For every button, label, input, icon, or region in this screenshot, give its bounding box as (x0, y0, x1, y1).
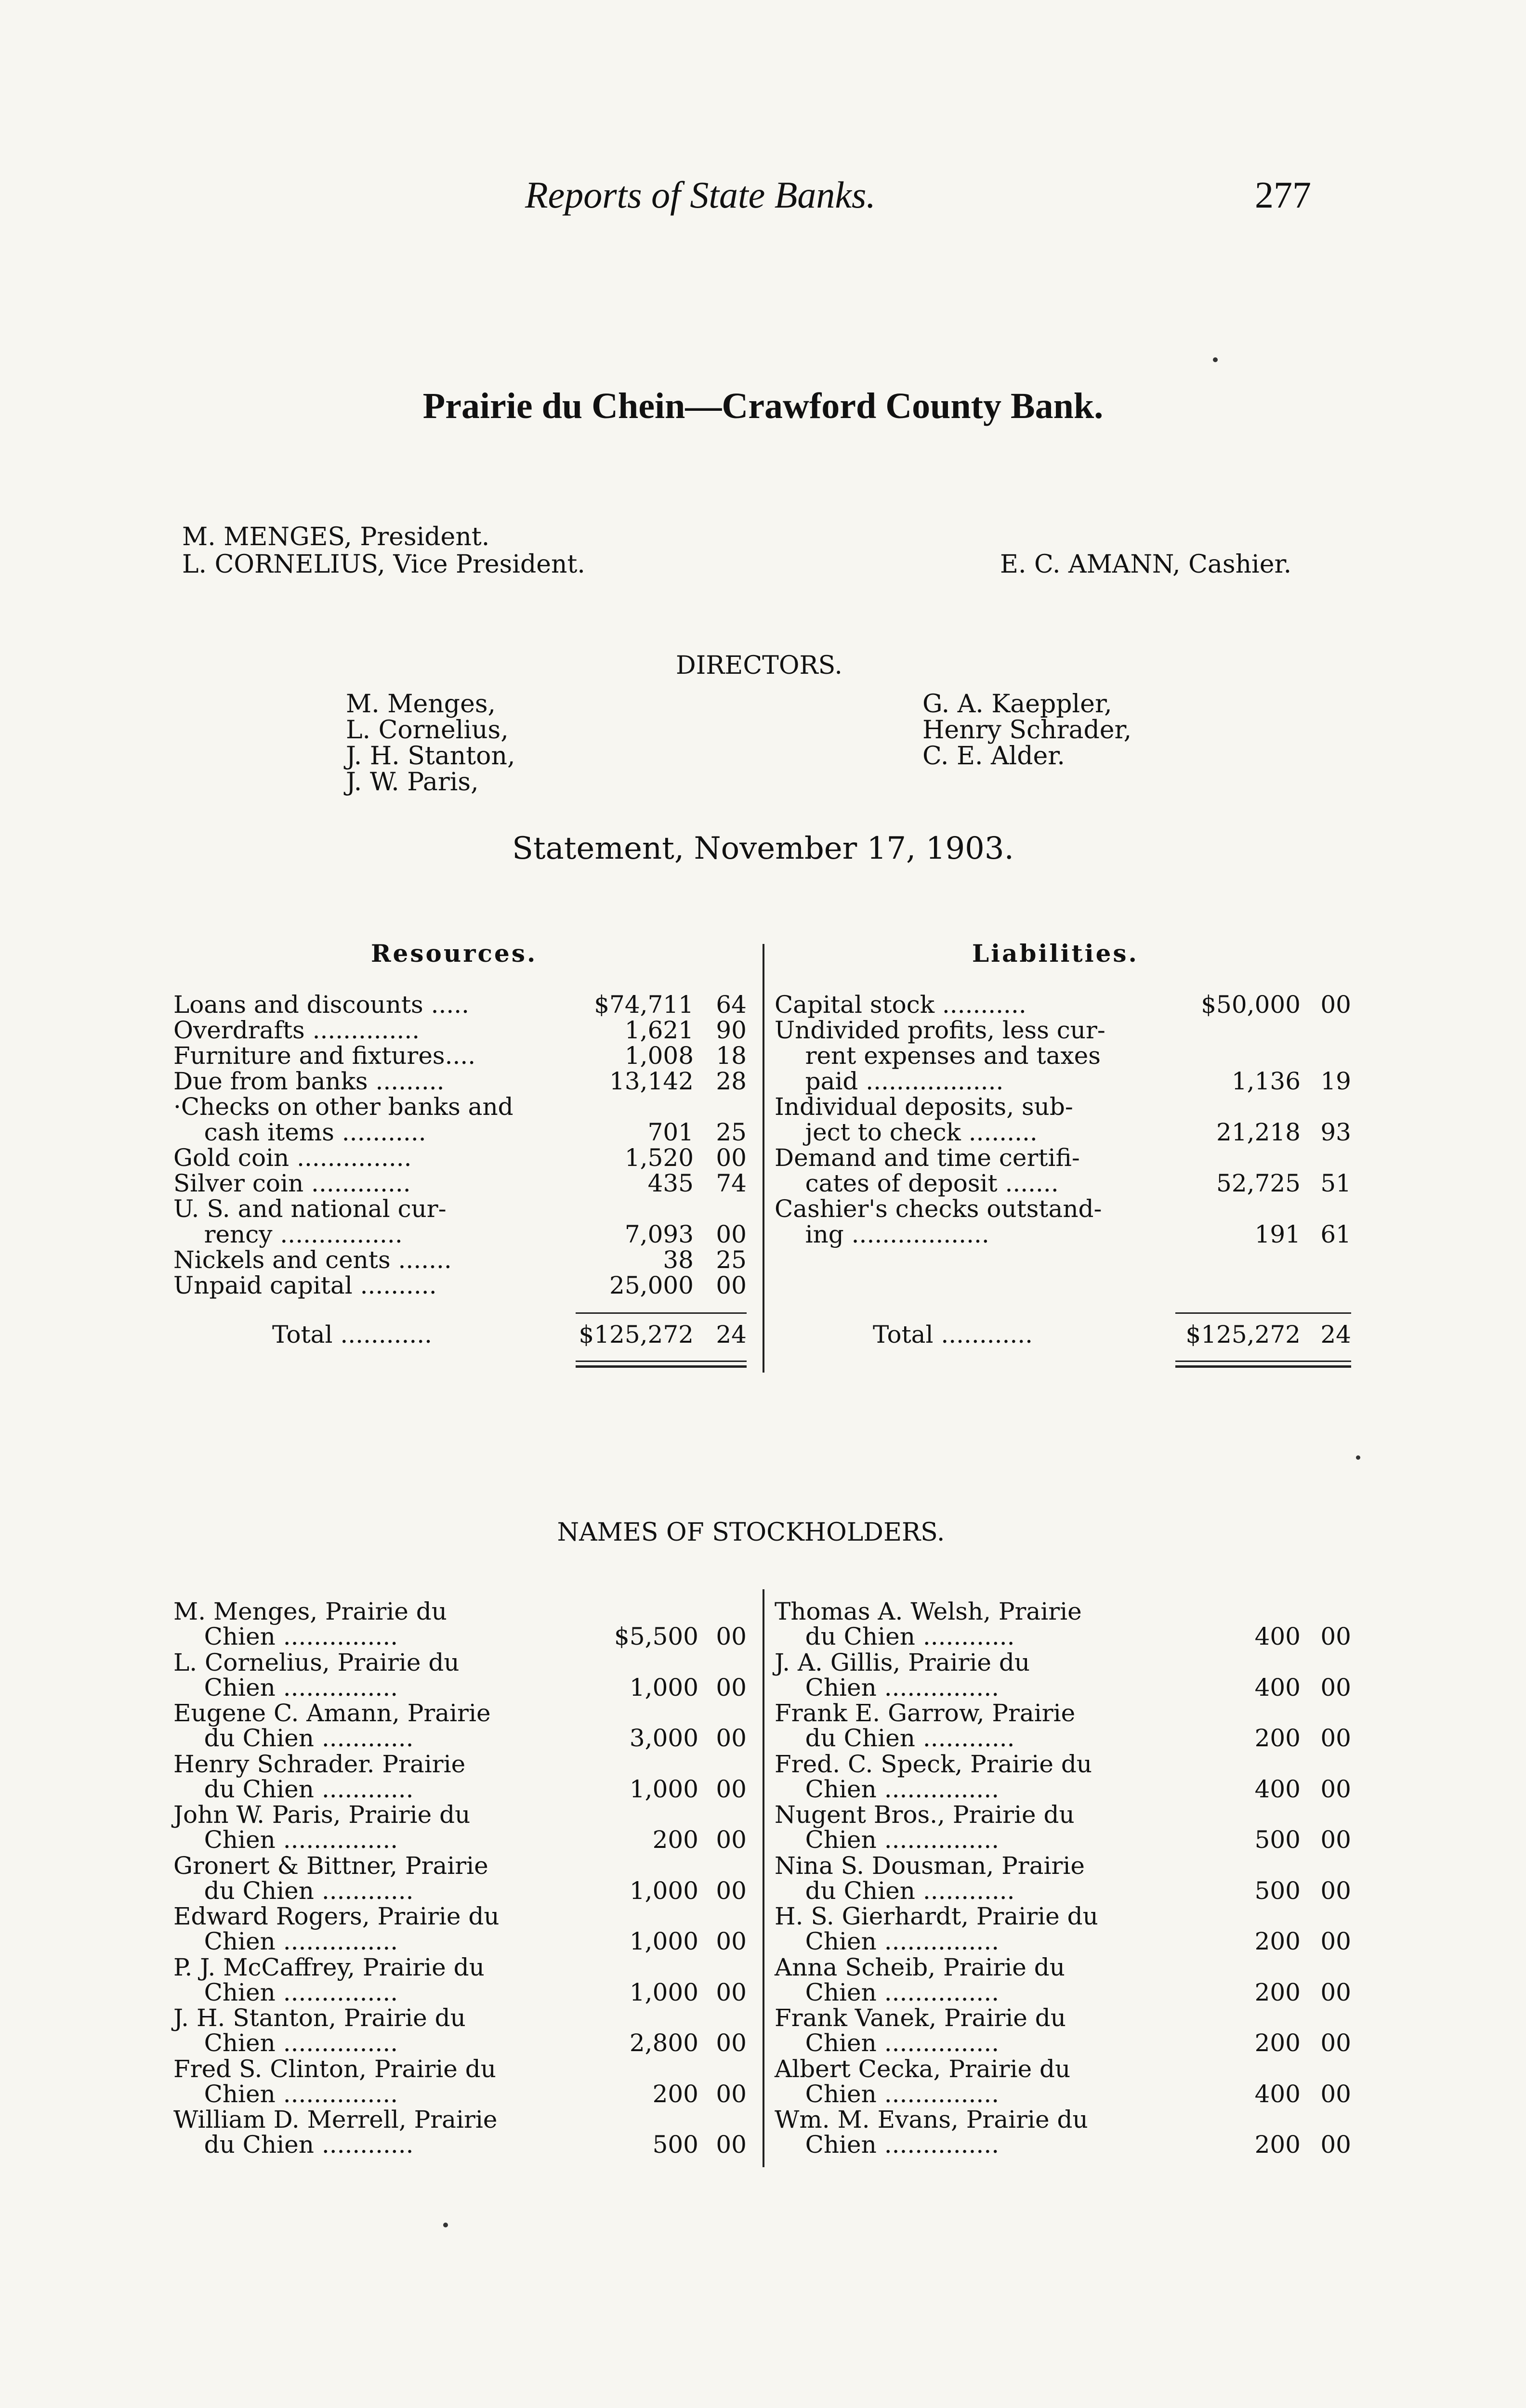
stockholder-cents: 00 (1320, 1674, 1351, 1701)
stockholder-dollars: $5,500 (614, 1623, 698, 1650)
stockholder-cents: 00 (716, 2080, 747, 2108)
resources-line-dollars: 13,142 (609, 1067, 694, 1095)
stockholder-cents: 00 (1320, 2029, 1351, 2057)
resources-line-label: U. S. and national cur- (173, 1195, 447, 1223)
resources-line-dollars: 38 (663, 1246, 694, 1274)
stockholder-town: du Chien ............ (775, 1877, 1015, 1905)
liabilities-line-label: Capital stock ........... (775, 991, 1026, 1019)
resources-double-rule-2 (576, 1365, 747, 1368)
stockholder-town: du Chien ............ (173, 1775, 414, 1803)
stockholder-name: Albert Cecka, Prairie du (775, 2055, 1071, 2083)
directors-right-list (922, 691, 1131, 769)
stockholder-town: du Chien ............ (775, 1724, 1015, 1752)
stockholder-name: Fred. C. Speck, Prairie du (775, 1750, 1092, 1778)
liabilities-line-label: cates of deposit ....... (775, 1169, 1059, 1197)
stockholder-name: Eugene C. Amann, Prairie (173, 1699, 491, 1727)
stockholder-dollars: 400 (1254, 2080, 1301, 2108)
liabilities-line-cents: 00 (1320, 991, 1351, 1019)
liabilities-double-rule-2 (1175, 1365, 1351, 1368)
resources-line-dollars: 1,621 (624, 1016, 694, 1044)
liabilities-total-rule (1175, 1312, 1351, 1314)
stockholder-name: Edward Rogers, Prairie du (173, 1902, 500, 1930)
stockholder-cents: 00 (1320, 2080, 1351, 2108)
director-name: Henry Schrader, (922, 716, 1132, 745)
stockholder-cents: 00 (1320, 2131, 1351, 2159)
liabilities-line-dollars: 1,136 (1231, 1067, 1301, 1095)
liabilities-line-dollars: 21,218 (1216, 1118, 1301, 1146)
stockholder-dollars: 200 (652, 2080, 698, 2108)
stockholder-cents: 00 (716, 1623, 747, 1650)
liabilities-line-dollars: $50,000 (1201, 991, 1301, 1019)
bank-title: Prairie du Chein—Crawford County Bank. (422, 386, 1104, 426)
statement-column-divider (763, 944, 764, 1373)
stockholder-dollars: 2,800 (629, 2029, 698, 2057)
stockholder-town: Chien ............... (775, 1674, 1000, 1701)
liabilities-line-cents: 51 (1320, 1169, 1351, 1197)
resources-line-dollars: 25,000 (609, 1271, 694, 1299)
stockholder-cents: 00 (1320, 1927, 1351, 1955)
resources-line-cents: 00 (716, 1271, 747, 1299)
stockholders-column-divider (763, 1589, 764, 2167)
stockholder-name: Thomas A. Welsh, Prairie (775, 1597, 1082, 1625)
stockholder-cents: 00 (716, 2131, 747, 2159)
stockholder-town: Chien ............... (173, 1978, 398, 2006)
stockholder-name: Frank E. Garrow, Prairie (775, 1699, 1076, 1727)
liabilities-double-rule-1 (1175, 1361, 1351, 1362)
stockholder-town: Chien ............... (173, 1826, 398, 1854)
stockholder-cents: 00 (1320, 1877, 1351, 1905)
stockholder-dollars: 500 (1254, 1826, 1301, 1854)
resources-line-dollars: 1,520 (624, 1144, 694, 1172)
director-name: J. H. Stanton, (346, 742, 515, 771)
stockholder-cents: 00 (716, 1927, 747, 1955)
running-title: Reports of State Banks. (525, 174, 876, 216)
stockholder-name: John W. Paris, Prairie du (173, 1801, 471, 1829)
stockholder-town: Chien ............... (775, 1775, 1000, 1803)
stockholder-town: du Chien ............ (775, 1623, 1015, 1650)
stockholder-name: Nugent Bros., Prairie du (775, 1801, 1075, 1829)
stockholder-name: J. A. Gillis, Prairie du (775, 1649, 1030, 1676)
liabilities-heading: Liabilities. (972, 939, 1139, 968)
liabilities-line-cents: 61 (1320, 1220, 1351, 1248)
resources-line-cents: 18 (716, 1042, 747, 1070)
stockholder-dollars: 200 (652, 1826, 698, 1854)
liabilities-line-label: ing .................. (775, 1220, 989, 1248)
liabilities-total-dollars: $125,272 (1185, 1321, 1301, 1348)
stockholder-dollars: 1,000 (629, 1877, 698, 1905)
stockholder-cents: 00 (716, 1978, 747, 2006)
stockholder-cents: 00 (716, 1877, 747, 1905)
stockholder-cents: 00 (1320, 1775, 1351, 1803)
resources-line-label: Loans and discounts ..... (173, 991, 470, 1019)
stockholder-name: Frank Vanek, Prairie du (775, 2004, 1066, 2032)
statement-title: Statement, November 17, 1903. (512, 831, 1014, 866)
liabilities-total-cents: 24 (1320, 1321, 1351, 1348)
stockholder-dollars: 400 (1254, 1775, 1301, 1803)
stockholder-town: Chien ............... (173, 2029, 398, 2057)
stockholder-name: H. S. Gierhardt, Prairie du (775, 1902, 1098, 1930)
stockholder-cents: 00 (1320, 1623, 1351, 1650)
liabilities-line-label: ject to check ......... (775, 1118, 1038, 1146)
stockholder-dollars: 3,000 (629, 1724, 698, 1752)
stockholder-name: Nina S. Dousman, Prairie (775, 1852, 1085, 1880)
stockholder-dollars: 200 (1254, 1927, 1301, 1955)
stockholder-town: Chien ............... (775, 1927, 1000, 1955)
director-name: M. Menges, (346, 690, 496, 719)
page-number: 277 (1255, 174, 1311, 216)
stockholder-dollars: 500 (652, 2131, 698, 2159)
stockholder-town: du Chien ............ (173, 1877, 414, 1905)
stockholder-name: Anna Scheib, Prairie du (775, 1953, 1065, 1981)
resources-total-cents: 24 (716, 1321, 747, 1348)
resources-line-label: Due from banks ......... (173, 1067, 445, 1095)
print-speck (1356, 1455, 1360, 1460)
stockholder-town: Chien ............... (173, 2080, 398, 2108)
resources-line-label: Furniture and fixtures.... (173, 1042, 476, 1070)
resources-total-rule (576, 1312, 747, 1314)
resources-line-dollars: 7,093 (624, 1220, 694, 1248)
stockholder-dollars: 400 (1254, 1674, 1301, 1701)
stockholder-cents: 00 (716, 1674, 747, 1701)
director-name: J. W. Paris, (346, 768, 479, 797)
stockholder-town: Chien ............... (775, 2029, 1000, 2057)
resources-line-dollars: 1,008 (624, 1042, 694, 1070)
stockholder-cents: 00 (1320, 1724, 1351, 1752)
resources-line-cents: 64 (716, 991, 747, 1019)
resources-line-cents: 28 (716, 1067, 747, 1095)
resources-line-label: Gold coin ............... (173, 1144, 412, 1172)
stockholder-dollars: 1,000 (629, 1674, 698, 1701)
director-name: L. Cornelius, (346, 716, 509, 745)
liabilities-line-label: Cashier's checks outstand- (775, 1195, 1102, 1223)
resources-line-cents: 74 (716, 1169, 747, 1197)
stockholder-cents: 00 (716, 2029, 747, 2057)
stockholder-name: Henry Schrader. Prairie (173, 1750, 466, 1778)
director-name: C. E. Alder. (922, 742, 1065, 771)
stockholder-town: du Chien ............ (173, 1724, 414, 1752)
resources-line-label: ·Checks on other banks and (173, 1093, 513, 1121)
liabilities-line-cents: 19 (1320, 1067, 1351, 1095)
resources-line-label: Nickels and cents ....... (173, 1246, 452, 1274)
stockholder-dollars: 200 (1254, 2029, 1301, 2057)
director-name: G. A. Kaeppler, (922, 690, 1112, 719)
stockholder-cents: 00 (716, 1724, 747, 1752)
liabilities-line-label: Demand and time certifi- (775, 1144, 1080, 1172)
stockholder-name: Wm. M. Evans, Prairie du (775, 2106, 1088, 2133)
stockholder-dollars: 200 (1254, 1724, 1301, 1752)
liabilities-line-cents: 93 (1320, 1118, 1351, 1146)
stockholder-name: L. Cornelius, Prairie du (173, 1649, 460, 1676)
liabilities-line-label: rent expenses and taxes (775, 1042, 1101, 1070)
resources-line-dollars: 435 (647, 1169, 694, 1197)
stockholder-town: Chien ............... (173, 1623, 398, 1650)
stockholder-dollars: 400 (1254, 1623, 1301, 1650)
resources-line-label: cash items ........... (173, 1118, 426, 1146)
stockholder-town: du Chien ............ (173, 2131, 414, 2159)
stockholder-cents: 00 (1320, 1826, 1351, 1854)
resources-line-label: Silver coin ............. (173, 1169, 411, 1197)
stockholder-dollars: 1,000 (629, 1927, 698, 1955)
resources-line-cents: 25 (716, 1246, 747, 1274)
stockholder-dollars: 1,000 (629, 1775, 698, 1803)
resources-line-label: Overdrafts .............. (173, 1016, 420, 1044)
officer-president: M. MENGES, President. (182, 523, 490, 551)
officer-vice-president: L. CORNELIUS, Vice President. (182, 550, 585, 579)
stockholder-dollars: 200 (1254, 1978, 1301, 2006)
liabilities-line-label: Individual deposits, sub- (775, 1093, 1073, 1121)
liabilities-line-dollars: 191 (1254, 1220, 1301, 1248)
resources-line-cents: 25 (716, 1118, 747, 1146)
resources-total-label: Total ............ (272, 1321, 433, 1348)
print-speck (443, 2223, 448, 2227)
liabilities-line-label: paid .................. (775, 1067, 1004, 1095)
stockholder-cents: 00 (716, 1775, 747, 1803)
resources-line-label: Unpaid capital .......... (173, 1271, 437, 1299)
liabilities-line-label: Undivided profits, less cur- (775, 1016, 1105, 1044)
resources-line-dollars: 701 (647, 1118, 694, 1146)
resources-line-dollars: $74,711 (594, 991, 694, 1019)
stockholder-name: William D. Merrell, Prairie (173, 2106, 498, 2133)
liabilities-total-label: Total ............ (873, 1321, 1033, 1348)
stockholder-town: Chien ............... (775, 2080, 1000, 2108)
print-speck (1213, 357, 1218, 362)
resources-line-cents: 00 (716, 1220, 747, 1248)
stockholders-heading: NAMES OF STOCKHOLDERS. (557, 1518, 945, 1547)
directors-left-list (346, 691, 515, 795)
stockholder-name: Fred S. Clinton, Prairie du (173, 2055, 496, 2083)
stockholder-cents: 00 (716, 1826, 747, 1854)
stockholder-name: Gronert & Bittner, Prairie (173, 1852, 488, 1880)
liabilities-line-dollars: 52,725 (1216, 1169, 1301, 1197)
stockholder-dollars: 200 (1254, 2131, 1301, 2159)
stockholder-dollars: 500 (1254, 1877, 1301, 1905)
stockholder-cents: 00 (1320, 1978, 1351, 2006)
stockholder-town: Chien ............... (775, 1978, 1000, 2006)
resources-line-cents: 00 (716, 1144, 747, 1172)
stockholder-name: J. H. Stanton, Prairie du (173, 2004, 466, 2032)
stockholder-dollars: 1,000 (629, 1978, 698, 2006)
stockholder-town: Chien ............... (173, 1927, 398, 1955)
stockholder-name: M. Menges, Prairie du (173, 1597, 447, 1625)
resources-line-cents: 90 (716, 1016, 747, 1044)
directors-heading: DIRECTORS. (676, 651, 842, 680)
stockholder-town: Chien ............... (173, 1674, 398, 1701)
resources-double-rule-1 (576, 1361, 747, 1362)
stockholder-name: P. J. McCaffrey, Prairie du (173, 1953, 485, 1981)
stockholder-town: Chien ............... (775, 1826, 1000, 1854)
stockholder-town: Chien ............... (775, 2131, 1000, 2159)
resources-total-dollars: $125,272 (579, 1321, 694, 1348)
officer-cashier: E. C. AMANN, Cashier. (1000, 550, 1292, 579)
resources-line-label: rency ................ (173, 1220, 403, 1248)
resources-heading: Resources. (371, 939, 538, 968)
